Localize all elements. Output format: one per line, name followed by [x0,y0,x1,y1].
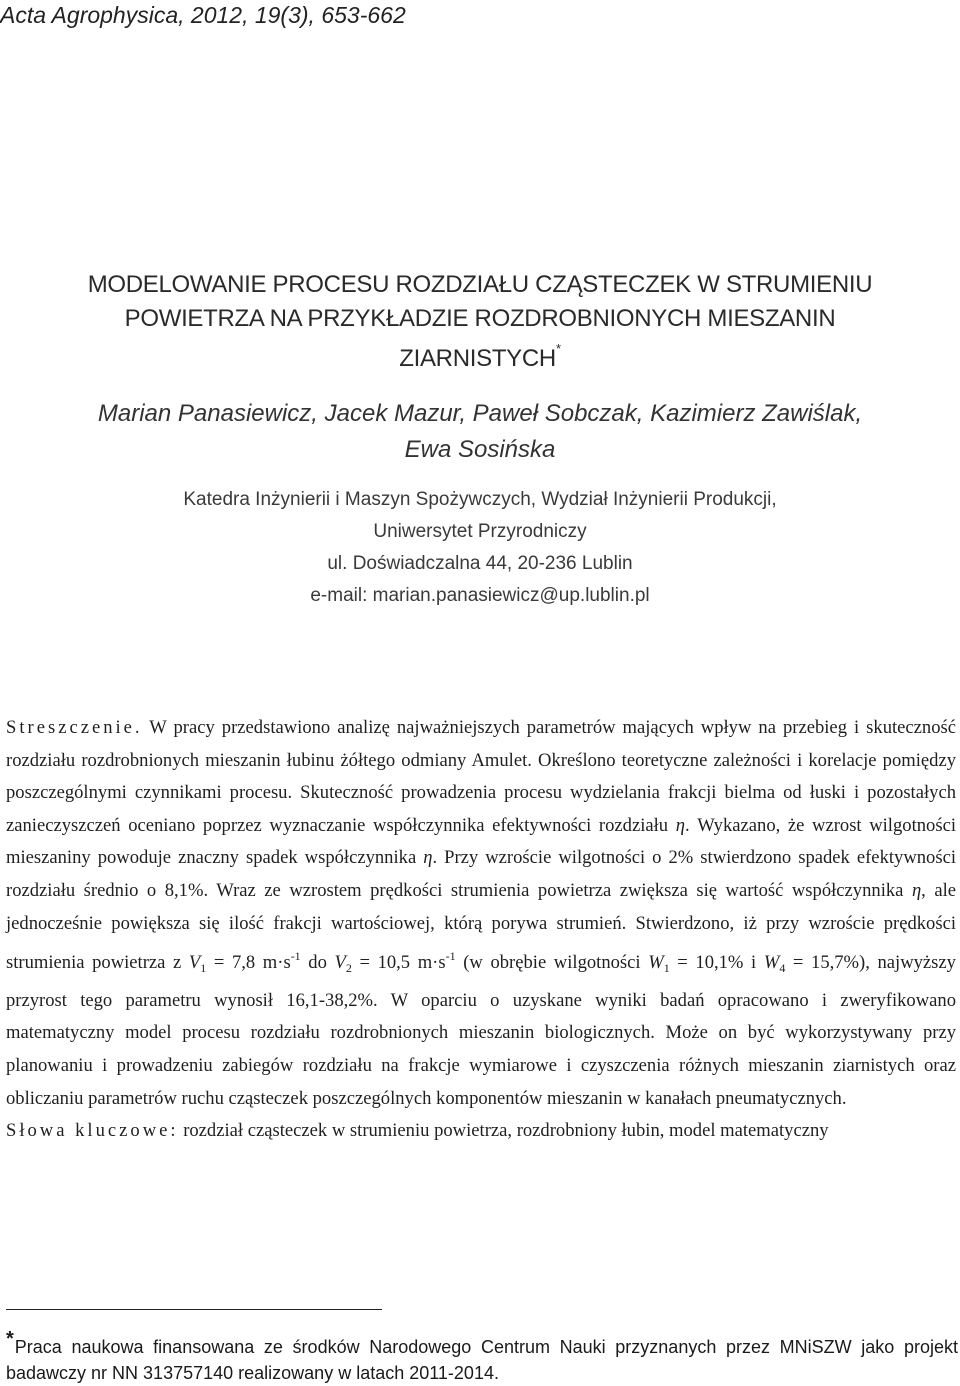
w-symbol: W [648,952,664,974]
abstract-text-4: , ale jednocześnie powiększa się ilość frakcji wartościowej, którą porywa strumień. Stwierdzono, iż przy wzroście prędkości strumienia powietrza z [6,879,957,974]
footnote-text: Praca naukowa finansowana ze środków Narodowego Centrum Nauki przyznanych przez MNiSZW jako projekt badawczy nr NN 313757140 realizowany w latach 2011-2014. [6,1337,958,1383]
affiliation-line-1: Katedra Inżynierii i Maszyn Spożywczych, Wydział Inżynierii Produkcji, [183,489,777,510]
footnote-divider [6,1309,382,1310]
subscript-1: 1 [200,961,207,976]
title-line-1: MODELOWANIE PROCESU ROZDZIAŁU CZĄSTECZEK W STRUMIENIU [87,271,873,298]
abstract-text-6: do [300,952,335,974]
subscript-4: 4 [779,961,786,976]
title-line-3-text: ZIARNISTYCH [399,345,556,372]
authors-line-1: Marian Panasiewicz, Jacek Mazur, Paweł Sobczak, Kazimierz Zawiślak, [97,400,863,427]
eta-symbol: η [675,814,685,836]
title-footnote-mark: * [555,341,561,356]
abstract-text-5: = 7,8 m·s [206,952,291,974]
subscript-1: 1 [663,961,670,976]
v-symbol: V [334,952,346,974]
abstract-label: Streszczenie. [6,717,143,738]
abstract-paragraph [6,712,956,1115]
abstract-text-3: . Przy wzroście wilgotności o 2% stwierdzono spadek efektywności rozdziału średnio o 8,1%. Wraz ze wzrostem prędkości strumienia powietrza zwiększa się wartość współczynnika [6,847,956,901]
abstract-text-1: W pracy przedstawiono analizę najważniejszych parametrów mających wpływ na przebieg i skuteczność rozdziału rozdrobnionych mieszanin łubinu żółtego odmiany Amulet. Określono teoretyczne zależności i korelacje pomiędzy poszczególnymi czynnikami procesu. Skuteczność prowadzenia procesu wydzielania frakcji bielma od łuski i pozostałych zanieczyszczeń oceniano poprzez wyznaczanie współczynnika efektywności rozdziału [6,717,957,836]
affiliation-address: ul. Doświadczalna 44, 20-236 Lublin [327,553,633,574]
abstract [6,712,956,1148]
footnote-star: * [6,1328,14,1350]
w-symbol: W [763,952,780,974]
keywords-text: rozdział cząsteczek w strumieniu powietrza, rozdrobniony łubin, model matematyczny [178,1120,829,1142]
abstract-text-9: = 10,1% i [669,952,764,974]
eta-symbol: η [423,847,433,869]
keywords-label: Słowa kluczowe: [6,1120,179,1142]
footnote [6,1326,958,1386]
title-line-2: POWIETRZA NA PRZYKŁADZIE ROZDROBNIONYCH MIESZANIN [124,305,836,332]
abstract-text-2: . Wykazano, że wzrost wilgotności mieszaniny powoduje znaczny spadek współczynnika [6,814,956,869]
v-symbol: V [188,952,201,974]
subscript-2: 2 [345,961,352,976]
footnote-paragraph [6,1326,958,1386]
keywords-paragraph [6,1115,956,1148]
affiliation-email: e-mail: marian.panasiewicz@up.lublin.pl [310,585,650,606]
abstract-text-7: = 10,5 m·s [351,952,446,974]
superscript-neg1: -1 [290,949,301,964]
abstract-text-10: = 15,7%), najwyższy przyrost tego parametru wynosił 16,1-38,2%. W oparciu o uzyskane wyniki badań opracowano i zweryfikowano matematyczny model procesu rozdziału rozdrobnionych mieszanin biologicznych. Może on być wykorzystywany przy planowaniu i prowadzeniu zabiegów rozdziału na frakcje wymiarowe i czyszczenia różnych mieszanin ziarnistych oraz obliczaniu parametrów ruchu cząsteczek poszczególnych komponentów mieszanin w kanałach pneumatycznych. [6,952,956,1109]
article-title [0,268,960,376]
superscript-neg1: -1 [445,949,456,964]
title-line-3 [0,336,960,376]
journal-header: Acta Agrophysica, 2012, 19(3), 653-662 [0,2,406,28]
author-list [0,396,960,468]
affiliation-line-2: Uniwersytet Przyrodniczy [373,521,587,542]
authors-line-2: Ewa Sosińska [404,436,556,463]
affiliation [0,484,960,612]
abstract-text-8: (w obrębie wilgotności [455,952,649,974]
eta-symbol: η [911,879,922,901]
